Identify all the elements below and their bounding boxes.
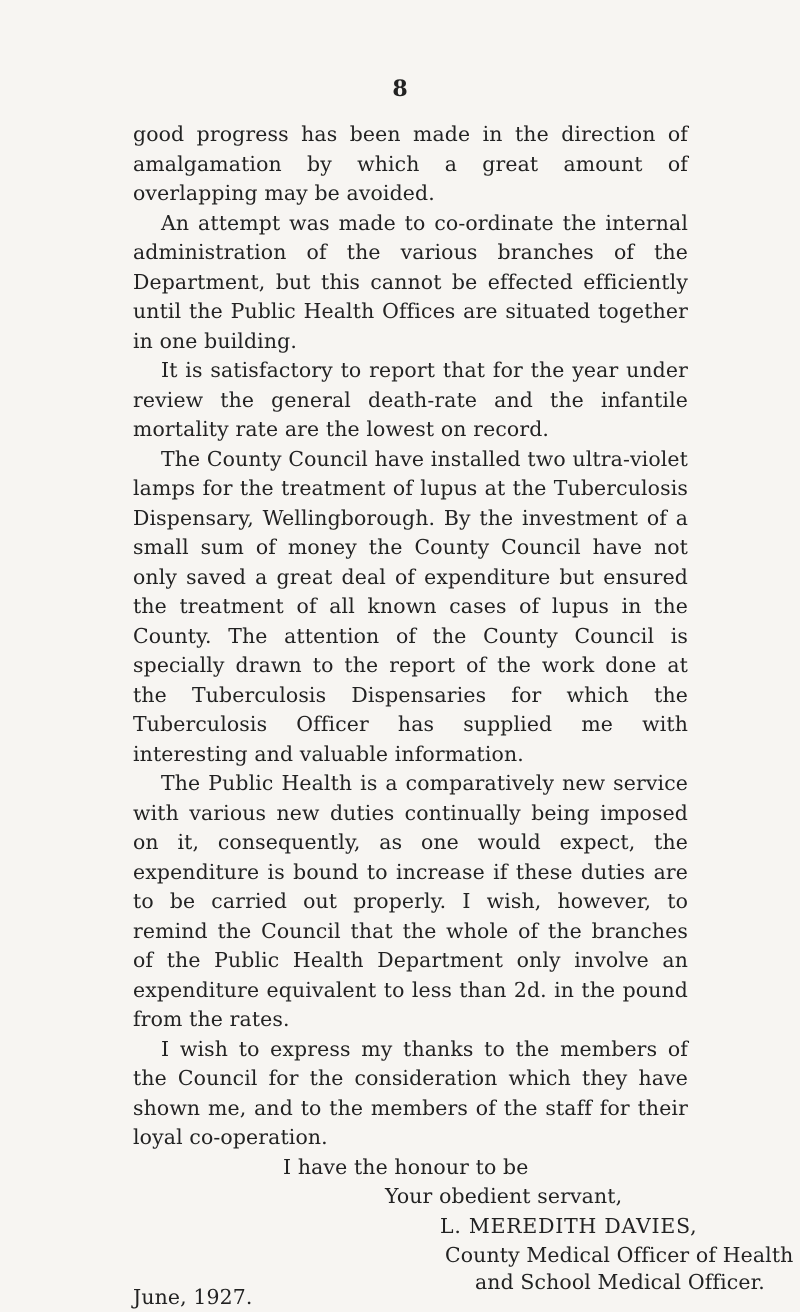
signatory-title-line-1: County Medical Officer of Health [133,1241,688,1271]
servant-line: Your obedient servant, [133,1182,688,1212]
signatory-title-line-2: and School Medical Officer. [133,1268,765,1298]
paragraph-ultra-violet-lamps: The County Council have installed two ultra-violet lamps for the treatment of lupus at the Tuberculosis Dispensary, Wellingborough. By the investment of a small sum of money the County Council have not only saved a great deal of expenditure but ensured the treatment of all known cases of lupus in the County. The attention of the County Council is specially drawn to the report of the work done at the Tuberculosis Dispensaries for which the Tuberculosis Officer has supplied me with interesting and valuable information. [133,445,688,770]
page-number: 8 [0,77,800,101]
signatory-name: L. MEREDITH DAVIES, [133,1212,688,1242]
letter-body [133,120,688,1300]
paragraph-continuation: good progress has been made in the direction of amalgamation by which a great amount of overlapping may be avoided. [133,120,688,209]
paragraph-death-rate: It is satisfactory to report that for the year under review the general death-rate and the infantile mortality rate are the lowest on record. [133,356,688,445]
paragraph-thanks: I wish to express my thanks to the members of the Council for the consideration which they have shown me, and to the members of the staff for their loyal co-operation. [133,1035,688,1153]
paragraph-coordination: An attempt was made to co-ordinate the internal administration of the various branches of the Department, but this cannot be effected efficiently until the Public Health Offices are situated together in one building. [133,209,688,357]
signature-block [133,1153,688,1301]
paragraph-expenditure: The Public Health is a comparatively new service with various new duties continually being imposed on it, consequently, as one would expect, the expenditure is bound to increase if these duties are to be carried out properly. I wish, however, to remind the Council that the whole of the branches of the Public Health Department only involve an expenditure equivalent to less than 2d. in the pound from the rates. [133,769,688,1035]
closing-line: I have the honour to be [133,1153,688,1183]
date-line: June, 1927. [133,1283,253,1312]
